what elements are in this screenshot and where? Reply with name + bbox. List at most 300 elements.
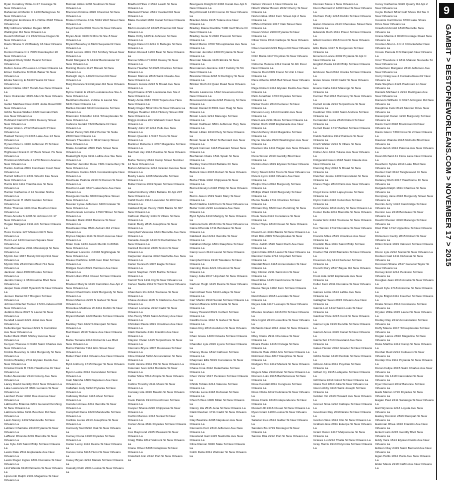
- listing-entry: Cleveland Gail 1415 Nashville Ave New Orleans La: [189, 434, 244, 442]
- listing-entry: Beckham Alexia L 2 Aline & Laurel Ste 6231 New Orleans La: [65, 98, 118, 106]
- listing-entry: Dudley Ray 2212 Annunciation St New Orleans La: [375, 318, 428, 326]
- listing-entry: Casey Howard 6621 Colbert St New Orleans La: [189, 310, 239, 318]
- listing-entry: Lacey David Gentilly Rd 2 New Orleans La: [4, 382, 62, 386]
- listing-entry: O'Brien Patrick 1017 Oak Street New Orleans La: [251, 22, 302, 30]
- listing-entry: Campbell Dena 1620 Mandeville St New Orleans La: [65, 410, 121, 418]
- listing-column: [190, 2, 249, 476]
- listing-entry: Cahill Kevin 1914 Lavender St 203 New Orleans La: [127, 198, 182, 206]
- listing-entry: Quinn Dale 2813 Laurel St New Orleans La: [251, 250, 311, 254]
- listing-entry: Bush Nadine 1120 Fern St New Orleans La: [189, 202, 249, 206]
- listing-entry: Diaz Pilar 1712 Upperline St New Orleans La: [375, 226, 432, 234]
- listing-entry: Bratcher Jennifer Rose 7481 Canterbury St New Orleans La: [65, 162, 125, 170]
- listing-entry: Eaton Clarence 2113 Cherokee Street New Orleans La: [313, 22, 372, 30]
- listing-entry: Busby Laure 1208 Mandeville St New Orleans La: [127, 174, 179, 182]
- listing-entry: Burnett Evelyn 2418 Philip St New Orleans La: [189, 186, 248, 194]
- listing-entry: Drake Simon 4514 Constance St New Orleans La: [375, 302, 427, 310]
- listing-entry: Deal Jacob 1914 Paloma Ave New Orleans La: [375, 146, 434, 154]
- listing-entry: Cho Henry 5519 Saint Anthony Ave New Orleans La: [127, 314, 183, 322]
- listing-entry: Byrne Calvin E 2412 Louisiana Ave Ste A New Orleans La: [65, 90, 122, 98]
- listing-entry: Cousins Carl Rocco 6700 Lake Shore Drive New Orleans La: [375, 18, 427, 26]
- listing-columns: [4, 2, 434, 482]
- listing-entry: Hightower Frank K 47 Buck Street 7G New Orleans La: [4, 150, 63, 158]
- listing-entry: Brennan Jennifer 2300 Prytania St New Orleans La: [189, 50, 244, 58]
- listing-entry: Cates Roy 2813 Audubon St New Orleans La: [189, 326, 247, 334]
- listing-entry: Chambers Iris 2214 Toulouse St New Orleans La: [127, 290, 179, 298]
- listing-entry: Callahan Jody 6222 Prytania St New Orleans La: [65, 386, 116, 394]
- listing-entry: Bullock Glen 2615 Robert St New Orleans La: [189, 170, 247, 178]
- listing-entry: Burns Jason 1519 Saint Mary St New Orleans La: [189, 194, 241, 202]
- listing-entry: Ross Olivia 4212 Feliciana St New Orleans La: [251, 390, 310, 398]
- listing-entry: Elliott Gordon 2918 Conti St New Orleans La: [313, 38, 370, 46]
- listing-entry: Fiero Ostrander 4815 Allen St New Orleans La: [4, 94, 63, 102]
- listing-entry: Chan Grace 1409 Octavia St New Orleans La: [189, 334, 248, 342]
- listing-entry: Bartles Donald 3410 Constance St New Orleans La: [65, 106, 120, 114]
- listing-entry: Glenn Abby 4113 Saint Joseph St New Orleans La: [313, 386, 366, 394]
- listing-entry: Frazier Hal 2210 Barracks St New Orleans La: [313, 250, 371, 258]
- listing-entry: Evans Carla 4112 Marengo St New Orleans La: [313, 86, 361, 94]
- listing-entry: Clay Beatrice 4208 Napoleon Ave New Orleans La: [189, 418, 243, 426]
- listing-entry: Burleigh Jay L 14620 Curran Rd New Orleans La: [65, 74, 117, 82]
- listing-entry: Lattimore Elise 6211 Bourbon Rd New Orleans La: [4, 410, 56, 418]
- listing-entry: Brown Louis 1214 Marengo St New Orleans La: [189, 114, 238, 122]
- listing-entry: Duran Felipe 2615 Saint Charles Ave New Orleans La: [375, 366, 433, 374]
- listing-entry: Nelson Vincent 1 New Orleans La: [251, 2, 298, 6]
- listing-entry: Corbin Marcus 1313 Soniat St New Orleans La: [127, 414, 176, 422]
- listing-entry: Carr Martin 2910 Soniat St New Orleans La: [189, 298, 249, 302]
- listing-entry: Fleming Roy 2012 N Broad St New Orleans La: [313, 166, 361, 174]
- listing-entry: French Rory 2817 Bayou Rd New Orleans La: [313, 266, 371, 274]
- listing-entry: Dawson Wanda 1618 Nicholls Blvd New Orleans La: [375, 138, 430, 146]
- listing-entry: Jasper Kate 2418 Hyacinth St New Orleans La: [4, 286, 63, 294]
- listing-entry: Burg Durance 914 Elysian Rd New Orleans La: [65, 82, 125, 90]
- listing-entry: Pena Simon 2010 Gentilly Blvd New Orleans La: [251, 154, 301, 162]
- listing-entry: Keller Mark 3620 Shirley Avenue New Orleans La: [4, 334, 56, 342]
- listing-entry: Brennan Maude 1126 Elmira St New Orleans La: [189, 58, 239, 66]
- listing-entry: Garrett Amos 4416 Canal St New Orleans La: [313, 330, 370, 338]
- listing-entry: Cassidy Ruth 2201 Louisa St New Orleans La: [65, 466, 124, 474]
- listing-entry: Oliver Dora 1514 Calliope St New Orleans La: [251, 38, 309, 46]
- listing-entry: Bowden Mark 4916 Baronne St New Orleans La: [65, 218, 116, 226]
- listing-entry: Carrol Stephen 7215 Burthe St New Orleans La: [127, 270, 177, 278]
- listing-entry: Gibbs Nessa Walker 4320 Gervais Park Ave New Orleans La: [4, 110, 58, 118]
- listing-entry: Decker Carl 3412 Tanglewood Ct New Orleans La: [375, 170, 427, 178]
- listing-entry: Richards Neal 1812 Joliet St New Orleans La: [251, 326, 309, 334]
- listing-entry: Dyer Clement 2012 Baronne St New Orleans La: [375, 382, 425, 390]
- listing-entry: Kimbro Bradley 2711 Elysian Fields Ave New Orleans La: [4, 358, 58, 366]
- listing-entry: Bracket Alicia 1915 Tulane Ave New Orleans La: [189, 18, 239, 26]
- listing-entry: Cline Roland 5222 Annunciation St New Orleans La: [127, 354, 182, 362]
- listing-entry: Cantrell Dominic 2406 St Ann St New Orleans La: [127, 246, 179, 254]
- listing-entry: Bryant Beverley A 6924 Sequoia Dr New Orleans La: [65, 42, 121, 50]
- listing-entry: Butler Norma 1619 Spain St New Orleans La: [127, 182, 185, 190]
- listing-entry: Dunbar Reid 2214 Coliseum St New Orleans La: [375, 350, 425, 358]
- listing-entry: Romero Luis 1915 Bartholomew St New Orleans La: [251, 374, 306, 382]
- listing-entry: Parker Kevin 2613 Kerlerec St New Orleans La: [251, 102, 300, 110]
- listing-entry: Billy Gibbons Walker Regan 3845 Wellington Rd New Orleans La: [4, 26, 50, 34]
- listing-entry: Pace Alberta 1818 Bell Street New Orleans La: [251, 78, 310, 86]
- listing-entry: Garza Sol 1713 Cleveland Ave New Orleans La: [313, 338, 362, 346]
- listing-entry: Rivera Paolo 1416 Onzaga St New Orleans La: [251, 342, 299, 350]
- listing-entry: Bourbon Leah 3317 Lakeshore Ave New Orleans La: [65, 186, 121, 194]
- listing-entry: English Paula 1219 Philip St New Orleans La: [313, 62, 371, 70]
- listing-entry: Francis Miles 2519 Ursulines Ave New Orleans La: [313, 234, 366, 242]
- listing-entry: Davis Cecil 3918 Brockman Rd New Orleans La: [375, 122, 425, 130]
- listing-entry: Fernandez Lucia 2616 Robert St New Orleans La: [313, 118, 365, 126]
- listing-entry: Delgado Ralph 1811 Chartres St New Orleans La: [375, 186, 427, 194]
- listing-entry: Floyd Irene 1210 Lapeyrouse St New Orleans La: [313, 190, 364, 198]
- listing-entry: Burchett Jay 1913 Pauline St New Orleans La: [127, 150, 186, 158]
- listing-entry: Denton Lee 2218 Bordeaux St New Orleans La: [375, 210, 424, 218]
- listing-entry: Byrd Sylvia 4410 Marigny St New Orleans La: [189, 214, 247, 222]
- listing-entry: Harrell Gilbert C 2331 Wrecht Fau Nova New Orleans La: [4, 174, 59, 182]
- listing-entry: Phillips Ward 1910 Burgundy St New Orleans La: [251, 190, 302, 198]
- listing-entry: Carpenter Joanna 4012 Nashville Ave New Orleans La: [127, 254, 186, 262]
- listing-entry: Campbell Vanessa 1621 Bienville Ave New Orleans La: [127, 230, 186, 238]
- listing-entry: Crowe Pamela 8 N Rampart New Orleans La: [375, 50, 432, 58]
- listing-entry: Boyd Kendra 6602 Touro St New Orleans La: [65, 26, 122, 34]
- listing-entry: Cruz Theodore 1 1811 Maison Nouvelle St New Orleans La: [375, 58, 433, 66]
- listing-entry: Dodson Gail 1411 Dufossat St New Orleans La: [375, 254, 423, 262]
- listing-entry: Paul Anthony 4114 Magazine St New Orleans La: [251, 130, 302, 138]
- listing-entry: Brand Marco 4700 Tchoupitoulas Ave New Orleans La: [189, 42, 248, 50]
- listing-entry: Burns Patricia 7112 Elm Street New Orleans La: [65, 346, 115, 354]
- listing-entry: Brown Chad Doris 1422 Burgundy St New Orleans La: [65, 290, 123, 298]
- listing-entry: Crane Oliver 6308 Colapissa St New Orleans La: [127, 446, 178, 454]
- listing-entry: Farrell Linda 2214 Terpsichore St New Orleans La: [313, 102, 366, 110]
- listing-entry: Bridges Heather 1614 Hickory Street 302 New Orleans La: [127, 110, 184, 118]
- listing-entry: Eagan Paul 2411 Saratoga St New Orleans La: [375, 398, 434, 406]
- listing-entry: Gallagher Sean 2815 Orleans Ave New Orleans La: [313, 298, 367, 306]
- listing-entry: Corey Catherine 9420 Quarry Rd Apt 2 New Orleans La: [375, 2, 428, 10]
- listing-entry: Cox Raymond 2105 Pleasant St New Orleans La: [127, 430, 179, 438]
- listing-entry: Harper Alois L 2712 Plainsouth P New Orleans La: [4, 126, 56, 134]
- listing-entry: Caruso Gina 6116 Hurst St New Orleans La: [65, 450, 121, 458]
- listing-entry: Douglas Jean 2013 Amelia St New Orleans La: [375, 278, 434, 286]
- listing-entry: Clemons Bryce 1807 Rousseau St New Orleans La: [127, 346, 182, 354]
- listing-entry: Crocker Alton L 4 C 2 3 Rockefeller New Orleans La: [375, 42, 430, 50]
- listing-entry: Budd Lenore 4901 723 St Mary Street New Orleans La: [65, 50, 125, 58]
- listing-entry: Dennis Jerry 1413 Cambridge St New Orleans La: [375, 202, 427, 210]
- listing-entry: Fuller Kent 2011 Dumaine St New Orleans La: [313, 282, 371, 290]
- page-number: 9: [439, 3, 454, 18]
- listing-entry: Boyd Duane 4720 Louisiana Ave Ste 2 New Orleans La: [127, 90, 180, 98]
- listing-entry: Freeman Joy 1414 Kerlerec St New Orleans La: [313, 258, 362, 266]
- listing-entry: Graham Eve 2811 Euterpe St New Orleans La: [313, 422, 372, 430]
- listing-entry: Buchanan Claire 1511 Spain St New Orleans La: [189, 154, 239, 162]
- listing-entry: Lewis Dale 2511 Esplanade Ave New Orleans La: [4, 450, 55, 458]
- listing-entry: Ryan Conaboy Write-In 27 Courage St New Orleans La: [4, 2, 57, 10]
- listing-entry: Brooks Lawrence 1812 Greenwood Ave New Orleans La: [189, 90, 244, 98]
- listing-entry: Dean Richard 41 Flora Lane New Orleans La: [375, 154, 433, 162]
- listing-entry: Conway Lila 4016 Baudin St New Orleans La: [127, 390, 185, 398]
- page-sidebar: [436, 0, 457, 480]
- listing-entry: Canning Ross 4221 Chestnut St New Orleans La: [189, 266, 241, 274]
- listing-entry: Ocean Victor 2200 Prytania St New Orleans La: [251, 30, 300, 38]
- listing-entry: Bradford Hiles J 1512 Leach St New Orleans La: [127, 2, 177, 10]
- listing-entry: Cook Patrick 1914 Frenchmen St New Orleans La: [127, 398, 180, 406]
- listing-entry: Bradley Gene N 2940 Prescott St New Orleans La: [189, 34, 242, 42]
- listing-entry: Santos Rita 2212 Port St New Orleans La: [251, 434, 308, 438]
- listing-entry: Jackson Jaret 4580 Rhodes St New Orleans La: [4, 270, 53, 278]
- listing-entry: Curry Craig Lee 4 Fontainebleau Dr New Orleans La: [375, 74, 431, 82]
- listing-entry: Harris Eric 1111 Trantha Ave St New Orleans La: [4, 182, 53, 190]
- listing-entry: Johnson Rachel Tucker 1720 Lindwood Rd New Orleans La: [4, 302, 63, 310]
- listing-entry: Ragland Rudy 6442 Hearst St New Orleans La: [4, 58, 52, 66]
- listing-entry: Deutch Michael J 1 1522 Rose Dugan St New Orleans La: [4, 34, 60, 42]
- listing-entry: Calvin Betty 2815 Josephine St New Orleans La: [127, 222, 178, 230]
- listing-entry: Rogers Mae 2110 Alvar St New Orleans La: [251, 370, 310, 374]
- listing-entry: Cain Marsha 1809 Napoleon Ave New Orleans La: [65, 378, 118, 386]
- listing-entry: Olsen Gerald 2219 Bayou Rd New Orleans La: [251, 46, 310, 54]
- listing-entry: Price Judith 1520 Saint Roch Ave New Orleans La: [251, 242, 304, 250]
- listing-entry: Duncan Steve 1 New Orleans La: [313, 2, 358, 6]
- listing-entry: Fowler Eric 4412 Toulouse St New Orleans La: [313, 218, 372, 226]
- listing-entry: Fitzgerald Gwen 1618 Saint Claude Ave New Orleans La: [313, 158, 368, 166]
- listing-entry: Bourgeois Dwight R 4346 Canal Ave Apt 6 New Orleans La: [189, 2, 247, 10]
- listing-entry: Chapman Ellis 5019 Constance St New Orleans La: [189, 358, 244, 366]
- listing-entry: Burke Tamara 2214 Robert E Lee Blvd New Orleans La: [65, 338, 119, 346]
- listing-entry: Cobb Janice 2911 Pitt St New Orleans La: [127, 362, 184, 366]
- listing-entry: Glass Ted 1810 Julia St New Orleans La: [313, 382, 369, 386]
- listing-entry: Phelps Oren 2812 Burgundy St New Orleans La: [251, 182, 301, 190]
- listing-entry: Cobb Delia 2011 Webster St New Orleans La: [189, 450, 247, 458]
- listing-column: [66, 2, 125, 476]
- listing-entry: Earl Wynona 1213 Loyola Ave New Orleans La: [375, 406, 423, 414]
- listing-entry: Franklin Bea 1911 Saint Philip St New Orleans La: [313, 242, 365, 250]
- listing-entry: Bourgeois Cecile 3609 Dauphine Street New Orleans La: [65, 194, 120, 202]
- listing-entry: Pittman Roy 6520 Gen Pershing St New Orleans La: [251, 206, 306, 214]
- listing-entry: Hines Amelia S 1206 St Johnson Ct 17 New Orleans La: [4, 214, 57, 222]
- listing-entry: Graves Lu 2212 Thalia St New Orleans La: [313, 438, 371, 442]
- listing-entry: Brinker Ruth 24 Quiet Road New Orleans La: [189, 82, 246, 90]
- listing-entry: Broady John W 1214 Polk Ave New Orleans La: [127, 126, 176, 134]
- listing-entry: Craig Hilda 1812 Valmont St New Orleans La: [127, 438, 185, 446]
- listing-entry: Hunt Levi 1434 Geroan Square New Orleans La: [4, 238, 54, 246]
- listing-entry: Reyes Ada 1117 Lesseps St New Orleans La: [251, 302, 308, 310]
- listing-entry: Cabrera Felix 2016 Clio St New Orleans La: [189, 222, 249, 226]
- listing-entry: Ferrell Dean 1717 Belfast St New Orleans La: [313, 126, 371, 134]
- listing-entry: Carlisle Lucas 2213 Josephine St New Orleans La: [65, 418, 119, 426]
- listing-entry: Lambert Peter 4402 Rue Avenue New Orleans La: [4, 394, 56, 402]
- listing-entry: LeBlanc Rhonda 3201 Bienville St New Orleans La: [4, 434, 58, 442]
- listing-entry: Danvers Wilhelm C 6317 Arrington Rd New Orleans La: [375, 98, 434, 106]
- listing-entry: Dillon Frank 1919 Valmont St New Orleans La: [375, 242, 434, 250]
- listing-entry: Burke Hilda 1402 Chippewa St New Orleans La: [189, 178, 239, 186]
- listing-entry: Hicks Thomas 1101 Rue Bourbon New Orleans La: [4, 206, 57, 214]
- listing-entry: Eastman Rhea 1910 Franklin Ave New Orleans La: [375, 422, 428, 430]
- listing-entry: Dixon Lyle 2212 Soniat St New Orleans La: [375, 250, 433, 254]
- listing-entry: Burton Adrienne 1214 Gravier Avenue New Orleans La: [127, 166, 187, 174]
- listing-entry: LaRouche Brianna 3201 General Pershing St New Orleans La: [4, 402, 62, 410]
- listing-entry: Gray Harris 1913 Polymnia St New Orleans La: [313, 442, 373, 450]
- listing-entry: Brown Daniel D 6501 Gen Haig St New Orleans La: [189, 106, 243, 114]
- listing-entry: Dellon Jesse 25 Lewes Ln New Orleans La: [4, 66, 63, 70]
- listing-entry: Lewis Roger Ingles 1801 Dumaine St New Orleans La: [4, 458, 62, 466]
- listing-entry: Ryan Grant 1209 Louisa St New Orleans La: [251, 410, 307, 418]
- listing-entry: Ellis Marie 1417 N Dorgenois St New Orleans La: [313, 46, 364, 54]
- listing-entry: Gomez Nina 1212 Calliope St New Orleans La: [313, 402, 373, 410]
- listing-entry: Flores Hugo 2813 Paris Ave New Orleans La: [313, 182, 370, 190]
- listing-entry: Gardner Pete 2215 Conti St New Orleans La: [313, 314, 370, 322]
- listing-entry: Haskell Tammy N 2315 Lake Ave 13 New Orleans La: [4, 134, 60, 142]
- listing-entry: Collier Mina 7814 Zimple St New Orleans La: [127, 374, 184, 382]
- listing-entry: Sanders Bo 1719 Montegut St New Orleans La: [251, 426, 300, 434]
- listing-entry: Myrick Otis 2613 Palm Blvd 711 New Orleans La: [4, 262, 54, 270]
- listing-entry: Egan Hollis 1812 Paris Ave New Orleans La: [375, 454, 431, 462]
- listing-entry: Payne Glenda 2520 Washington Ave New Orleans La: [251, 138, 309, 146]
- listing-entry: Reed Elise 1415 Cambronne St New Orleans La: [251, 278, 302, 286]
- listing-entry: Judkins Rene 8027 S Laurel St New Orleans La: [4, 310, 54, 318]
- listing-entry: Budd Margaret N 14442 Buckmaster Dr New Orleans La: [65, 58, 120, 66]
- listing-entry: Boyd Ronald 1219 Cosmo Dr New Orleans La: [189, 10, 248, 18]
- listing-entry: Finch Walter 2214 N Villere St New Orleans La: [313, 142, 361, 150]
- listing-entry: Kinslow Frank B 7431 Hawthorne Dr New Orleans La: [4, 366, 61, 374]
- listing-entry: Powell Lon 4411 Banks St New Orleans La: [251, 230, 310, 234]
- listing-entry: Bolman Aldus 1236 Soubran St New Orleans La: [65, 2, 116, 10]
- listing-entry: Pierce Nadia 1711 Chartres St New Orleans La: [251, 198, 300, 206]
- listing-entry: Geller Matthew Dew 2415 Jodie Road 600 New Orleans La: [4, 102, 62, 110]
- listing-entry: Garcia Luz 1412 Saint Louis St New Orleans La: [313, 306, 363, 314]
- listing-entry: Perkins Alan 1819 Elysian St New Orleans La: [251, 162, 309, 170]
- listing-entry: Kimble Beverley G 1111 Burgundy St New Orleans La: [4, 350, 61, 358]
- listing-entry: Cline Ramon 6020 State St New Orleans La: [189, 442, 246, 450]
- listing-entry: Salazar Ines 2614 Gallier St New Orleans La: [251, 418, 308, 426]
- listing-entry: Butler Colin 2216 Louisiana Ave New Orleans La: [189, 206, 240, 214]
- listing-entry: Dunlap Ora 1911 Prytania St New Orleans La: [375, 358, 433, 366]
- listing-entry: Ford Vance 1814 Aubry St New Orleans La: [313, 206, 372, 210]
- listing-entry: Bolton Russell 1203 Bear St New Orleans La: [127, 50, 185, 58]
- listing-entry: Carmichael Tess 5110 Lafaye St New Orleans La: [189, 290, 241, 298]
- listing-entry: Chavez Lorraine 2212 Cadiz St New Orleans La: [127, 306, 178, 314]
- listing-entry: Crane Marcia 4 9018 Frontage Road New Orleans La: [375, 34, 432, 42]
- listing-entry: Brown Lillian 1610 Piety St New Orleans La: [189, 130, 245, 138]
- listing-entry: Clancy Ida 2515 Jena St New Orleans La: [189, 406, 246, 410]
- listing-entry: Wellington Embrace R Li Write 3618 Tillsea Orleans La: [4, 18, 63, 26]
- listing-entry: Perry Stuart 2211 Touro St New Orleans La: [251, 170, 311, 174]
- listing-entry: Kellenberger Samuel 3221 S Carrollton Ave New Orleans La: [4, 326, 58, 334]
- listing-entry: Lavin Nancy 1432 Mandeville St New Orleans La: [4, 418, 55, 426]
- listing-entry: Lake Lawrence M 3601 Lemans St New Orleans La: [4, 386, 59, 394]
- listing-entry: Emerson Lance 2002 Prytania St Apt C New Orleans La: [313, 54, 367, 62]
- listing-entry: Parsons Lucy 1314 Franklin Ave New Orleans La: [251, 110, 303, 118]
- listing-entry: Dewitt Chester 4010 Marengo St New Orleans La: [375, 218, 427, 226]
- listing-entry: Reese Tanya 1902 Fern St New Orleans La: [251, 286, 307, 294]
- listing-entry: Bryant Carmen 1118 Pleasant Street New Orleans La: [189, 146, 246, 154]
- listing-entry: Boone Heather M 2926 Chartres St New Orleans La: [127, 66, 183, 74]
- listing-entry: Dunn Bernard 2 1260 Noel St New Orleans La: [313, 6, 372, 14]
- listing-entry: Jensen Daniel 617 Brogton St New Orleans La: [4, 294, 52, 302]
- listing-entry: Coyle Robert 6812 Gulf Shore Rd Ste 3 New Orleans La: [375, 10, 429, 18]
- listing-entry: Clayton Vivian 1415 Terpsichore St New Orleans La: [127, 338, 183, 346]
- listing-entry: Bluhm Aurelio M 16425 Pinerrac Rd New Orleans La: [127, 26, 184, 34]
- listing-column: [4, 2, 63, 482]
- listing-entry: Nitsch Walter Brown 2032 Cherry St New Orleans La: [251, 6, 308, 14]
- listing-entry: Foster Della 2211 Bienville St New Orleans La: [313, 210, 372, 218]
- listing-entry: Chen Victor 1617 Peniston St New Orleans La: [189, 374, 249, 382]
- listing-entry: Bowen Marcus 2816 Saint Claude Ave New Orleans La: [127, 74, 180, 82]
- listing-entry: Duke Martha 1412 Camp St New Orleans La: [375, 342, 432, 350]
- listing-entry: Hoss Connie 127 Mission Rd 5 New Orleans La: [4, 230, 53, 238]
- listing-entry: Erwin Clarke 1817 Hundt Ave New Orleans La: [4, 86, 63, 94]
- listing-entry: Bonner Milton H 2016 Dewey St New Orleans La: [127, 58, 179, 66]
- listing-entry: Brown Kathleen 6801 Jefferson Hwy New Orleans La: [189, 122, 246, 130]
- listing-entry: Osborne Helena 1312 Canal St 4th Floor New Orleans La: [251, 62, 307, 70]
- listing-entry: Dorsey Emil 1214 Peniston St New Orleans La: [375, 270, 423, 278]
- listing-entry: Rice Ingrid 2213 Lowerline St New Orleans La: [251, 318, 310, 326]
- listing-entry: Carver Nadia 1912 N Tonti St New Orleans La: [127, 282, 186, 290]
- listing-entry: Caine Rhonda 1711 Bordeaux St New Orleans La: [189, 226, 242, 234]
- listing-entry: Frost Ada 1218 Esplanade Ave New Orleans La: [313, 274, 363, 282]
- listing-entry: Gill Rena 2214 Girod St New Orleans La: [313, 378, 369, 382]
- listing-entry: Poole Sara 2114 Constance St New Orleans La: [251, 214, 301, 222]
- listing-entry: Blake Kirby 1405 E Johnson St New Orleans La: [127, 34, 177, 42]
- listing-entry: Christian Paula 1821 Ursulines Ave New Orleans La: [127, 322, 183, 330]
- listing-entry: Brennan Kristine 4826 Chestnut St New Orleans La: [65, 10, 120, 18]
- listing-entry: Castillo Irene 1912 N Galvez St New Orleans La: [189, 318, 240, 326]
- listing-entry: Bud Dawn 2019 Tulane Ave New Orleans La: [65, 330, 123, 338]
- listing-entry: Blake Kendall 1830 Canal St New Orleans La: [127, 18, 186, 26]
- listing-entry: Rowe Frank 1618 Independence St New Orleans La: [251, 398, 307, 406]
- listing-entry: Kendall Lowell 2221 Joliet Ave New Orleans La: [4, 318, 53, 326]
- listing-entry: Davis Shane V 20 Blakely 16 New Orleans La: [4, 42, 62, 50]
- listing-entry: Eckert Lars 2215 Gentilly Blvd New Orleans La: [375, 430, 423, 438]
- listing-entry: Childs Tobias 2214 Valence St New Orleans La: [189, 382, 238, 390]
- listing-entry: Hinckman Michelle 4 1270 Borom Avenue New Orleans La: [4, 158, 61, 166]
- listing-entry: Dutton Iris 1418 Carondelet St New Orleans La: [375, 374, 424, 382]
- listing-entry: Elmer Catherine M 8111 Baker St New Orleans La: [4, 70, 57, 78]
- listing-entry: Harrier Catherine 2 12 Scotlan Nicha Orleans La: [4, 190, 54, 198]
- listing-entry: Crawford Ann 2412 Port St New Orleans La: [127, 454, 183, 462]
- listing-entry: Buckner Roberta 1 4707 Magazine St New Orleans La: [127, 142, 186, 150]
- listing-entry: Culbertson Margaret 2310 Jefferson Ave New Orleans La: [375, 66, 430, 74]
- listing-entry: Bramston Kristoffer 1211 Tchoupitoulas St New Orleans La: [65, 114, 123, 122]
- listing-entry: Brown Marcus 2215 N Galvez St New Orleans La: [65, 298, 118, 306]
- listing-entry: Brock Lilian 2514 Clouet St New Orleans La: [65, 274, 122, 282]
- listing-entry: Carter Kenneth 1907 Eagle St New Orleans La: [127, 262, 176, 270]
- listing-entry: Ortiz Maria 1117 Poydras St New Orleans La: [251, 54, 308, 62]
- listing-entry: Chandler Lyle 2016 Lyons St New Orleans La: [189, 342, 248, 350]
- listing-entry: Brady Roger 5612 Clio St New Orleans La: [127, 106, 186, 110]
- listing-entry: Coleman Ivan 1212 Burdette St New Orleans La: [127, 366, 178, 374]
- listing-entry: Breaux Kathrine 1206 Gen Diaz St New Orleans La: [65, 258, 120, 266]
- listing-entry: Buckley Carol 6114 Bellaire Dr New Orleans La: [189, 162, 238, 170]
- listing-entry: Gaines Lottie 1614 Lafitte Ave New Orleans La: [313, 290, 361, 298]
- listing-entry: Camden Aimee 4311 Iberville St New Orleans La: [65, 402, 117, 410]
- listing-entry: Edwards Ruth 1611 Prieur St New Orleans La: [313, 30, 372, 38]
- listing-entry: Rodgers Tim 1412 Mazant St New Orleans La: [251, 362, 310, 370]
- listing-entry: Easley Dominic 2816 Rampart St New Orleans La: [375, 414, 428, 422]
- listing-entry: Rhodes Graham 4416 Pitt St New Orleans La: [251, 310, 309, 318]
- listing-entry: Russell Jill 2416 Clouet St New Orleans La: [251, 406, 310, 410]
- listing-entry: Carson Bianca 1219 Amelia St New Orleans La: [189, 302, 238, 310]
- listing-entry: Pratt Milo 2009 Tchoupitoulas St New Orleans La: [251, 234, 303, 242]
- listing-entry: Boudreaux Rae 8521 Auburn Rd 2 New Orleans La: [65, 226, 120, 234]
- listing-entry: Goodman Ray 2019 Erato St New Orleans La: [313, 410, 372, 418]
- listing-entry: Robinson Dee 4817 Dauphine St New Orleans La: [251, 354, 304, 362]
- listing-entry: Gilbert Cy 1915 Lafayette St New Orleans La: [313, 370, 371, 378]
- listing-entry: Fletcher Jessie 1409 Carondelet St New Orleans La: [313, 174, 368, 182]
- listing-entry: Caldwell Ryan Henry 7409 Banks St 307 New Orleans La: [127, 206, 183, 214]
- listing-entry: Gibson Alma 2611 Poydras St New Orleans La: [313, 362, 361, 370]
- listing-entry: Calhoun Wendy 1411 N Villere St New Orleans La: [127, 214, 180, 222]
- listing-entry: Fields Sabrina 1912 Painters St New Orleans La: [313, 134, 364, 142]
- listing-column: [251, 2, 310, 476]
- listing-entry: Caldwell Joel 2212 Iberville St New Orleans La: [189, 234, 238, 242]
- listing-entry: Chase Andrew 1105 S Claiborne Ave New Orleans La: [127, 298, 185, 306]
- listing-entry: Dugan Lance 2810 Magazine St New Orleans La: [375, 334, 426, 342]
- listing-entry: Flynn Colin 2416 Columbus St New Orleans La: [313, 198, 362, 206]
- listing-entry: Clements Kurt 2310 Jefferson Ave New Orleans La: [189, 426, 243, 434]
